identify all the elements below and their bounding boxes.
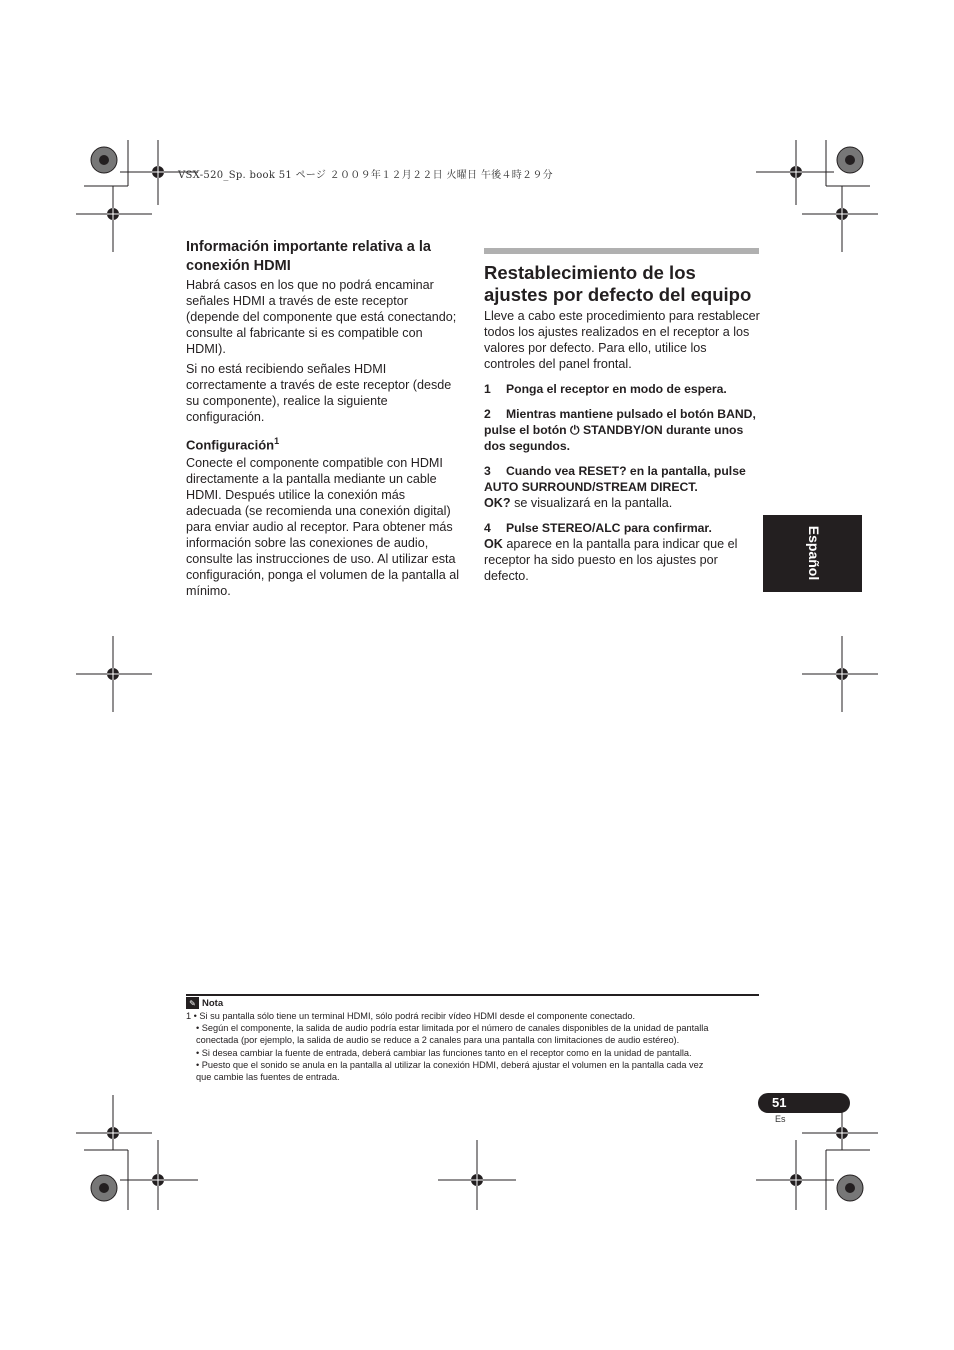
step-3 bbox=[484, 463, 760, 495]
note-title-text: Nota bbox=[202, 997, 224, 1009]
note-line: 1 • Si su pantalla sólo tiene un terminal HDMI, sólo podrá recibir vídeo HDMI desde el componente conectado. bbox=[186, 1011, 636, 1021]
step-4 bbox=[484, 520, 760, 536]
paragraph-reset-intro: Lleve a cabo este procedimiento para restablecer todos los ajustes realizados en el receptor a los valores por defecto. Para ello, utilice los controles del panel frontal. bbox=[484, 309, 760, 371]
language-side-tab bbox=[763, 515, 862, 592]
page-number: 51 bbox=[772, 1095, 787, 1110]
step-number: 1 bbox=[484, 382, 491, 396]
display-code: OK? bbox=[484, 496, 511, 510]
paragraph-hdmi-problem: Si no está recibiendo señales HDMI correctamente a través de este receptor (desde su componente), realice la siguiente configuración. bbox=[186, 362, 452, 424]
right-column bbox=[484, 248, 760, 584]
book-header-line: VSX-520_Sp. book 51 ページ ２００９年１２月２２日 火曜日 午後４時２９分 bbox=[178, 170, 553, 181]
subheading-configuracion bbox=[186, 432, 462, 454]
step-number: 3 bbox=[484, 464, 491, 478]
pencil-note-icon: ✎ bbox=[186, 997, 199, 1009]
section-divider-bar bbox=[484, 248, 759, 254]
step-text: Pulse STEREO/ALC para confirmar. bbox=[506, 521, 712, 535]
language-tab-label: Español bbox=[806, 525, 822, 581]
step-result-text: se visualizará en la pantalla. bbox=[510, 496, 673, 510]
section-heading-reset: Restablecimiento de los ajustes por defecto del equipo bbox=[484, 262, 752, 305]
step-4-result bbox=[484, 536, 760, 584]
step-number: 2 bbox=[484, 407, 491, 421]
step-2 bbox=[484, 406, 760, 454]
note-line: que cambie las fuentes de entrada. bbox=[196, 1072, 340, 1083]
step-3-result bbox=[484, 495, 760, 511]
paragraph-hdmi-intro: Habrá casos en los que no podrá encaminar señales HDMI a través de este receptor (depende del componente que está conectando; consulte al fabricante si es compatible con HDMI). bbox=[186, 278, 457, 356]
step-text: Mientras mantiene pulsado el botón BAND, pulse el botón ⏻ STANDBY/ON durante unos dos segundos. bbox=[484, 407, 756, 453]
note-line: conectada (por ejemplo, la salida de audio se reduce a 2 canales para una pantalla con limitaciones de audio estéreo). bbox=[196, 1035, 680, 1046]
section-heading-hdmi: Información importante relativa a la conexión HDMI bbox=[186, 239, 431, 274]
left-column bbox=[186, 238, 462, 599]
note-line: • Puesto que el sonido se anula en la pantalla al utilizar la conexión HDMI, deberá ajustar el volumen en la pantalla cada vez bbox=[196, 1059, 704, 1070]
note-line: • Según el componente, la salida de audio podría estar limitada por el número de canales disponibles de la unidad de pantalla bbox=[196, 1023, 709, 1034]
footnote-ref: 1 bbox=[274, 436, 280, 446]
display-code: OK bbox=[484, 537, 503, 551]
paragraph-configuracion: Conecte el componente compatible con HDMI directamente a la pantalla mediante un cable HDMI. Después utilice la conexión más adecuada (se recomienda una conexión digital) para enviar audio al receptor. Para obtener más información sobre las conexiones de audio, consulte las instrucciones de uso. Al utilizar esta configuración, ponga el volumen de la pantalla al mínimo. bbox=[186, 456, 460, 599]
step-1 bbox=[484, 381, 760, 397]
page-language-code: Es bbox=[775, 1114, 786, 1124]
note-title bbox=[186, 996, 759, 1010]
note-section bbox=[186, 996, 759, 1083]
step-result-text: aparece en la pantalla para indicar que el receptor ha sido puesto en los ajustes por defecto. bbox=[484, 537, 738, 583]
note-line: • Si desea cambiar la fuente de entrada, deberá cambiar las funciones tanto en el receptor como en la unidad de pantalla. bbox=[196, 1047, 692, 1058]
step-number: 4 bbox=[484, 521, 491, 535]
step-text: Ponga el receptor en modo de espera. bbox=[506, 382, 727, 396]
subheading-text: Configuración bbox=[186, 437, 275, 453]
step-text: Cuando vea RESET? en la pantalla, pulse AUTO SURROUND/STREAM DIRECT. bbox=[484, 464, 746, 494]
